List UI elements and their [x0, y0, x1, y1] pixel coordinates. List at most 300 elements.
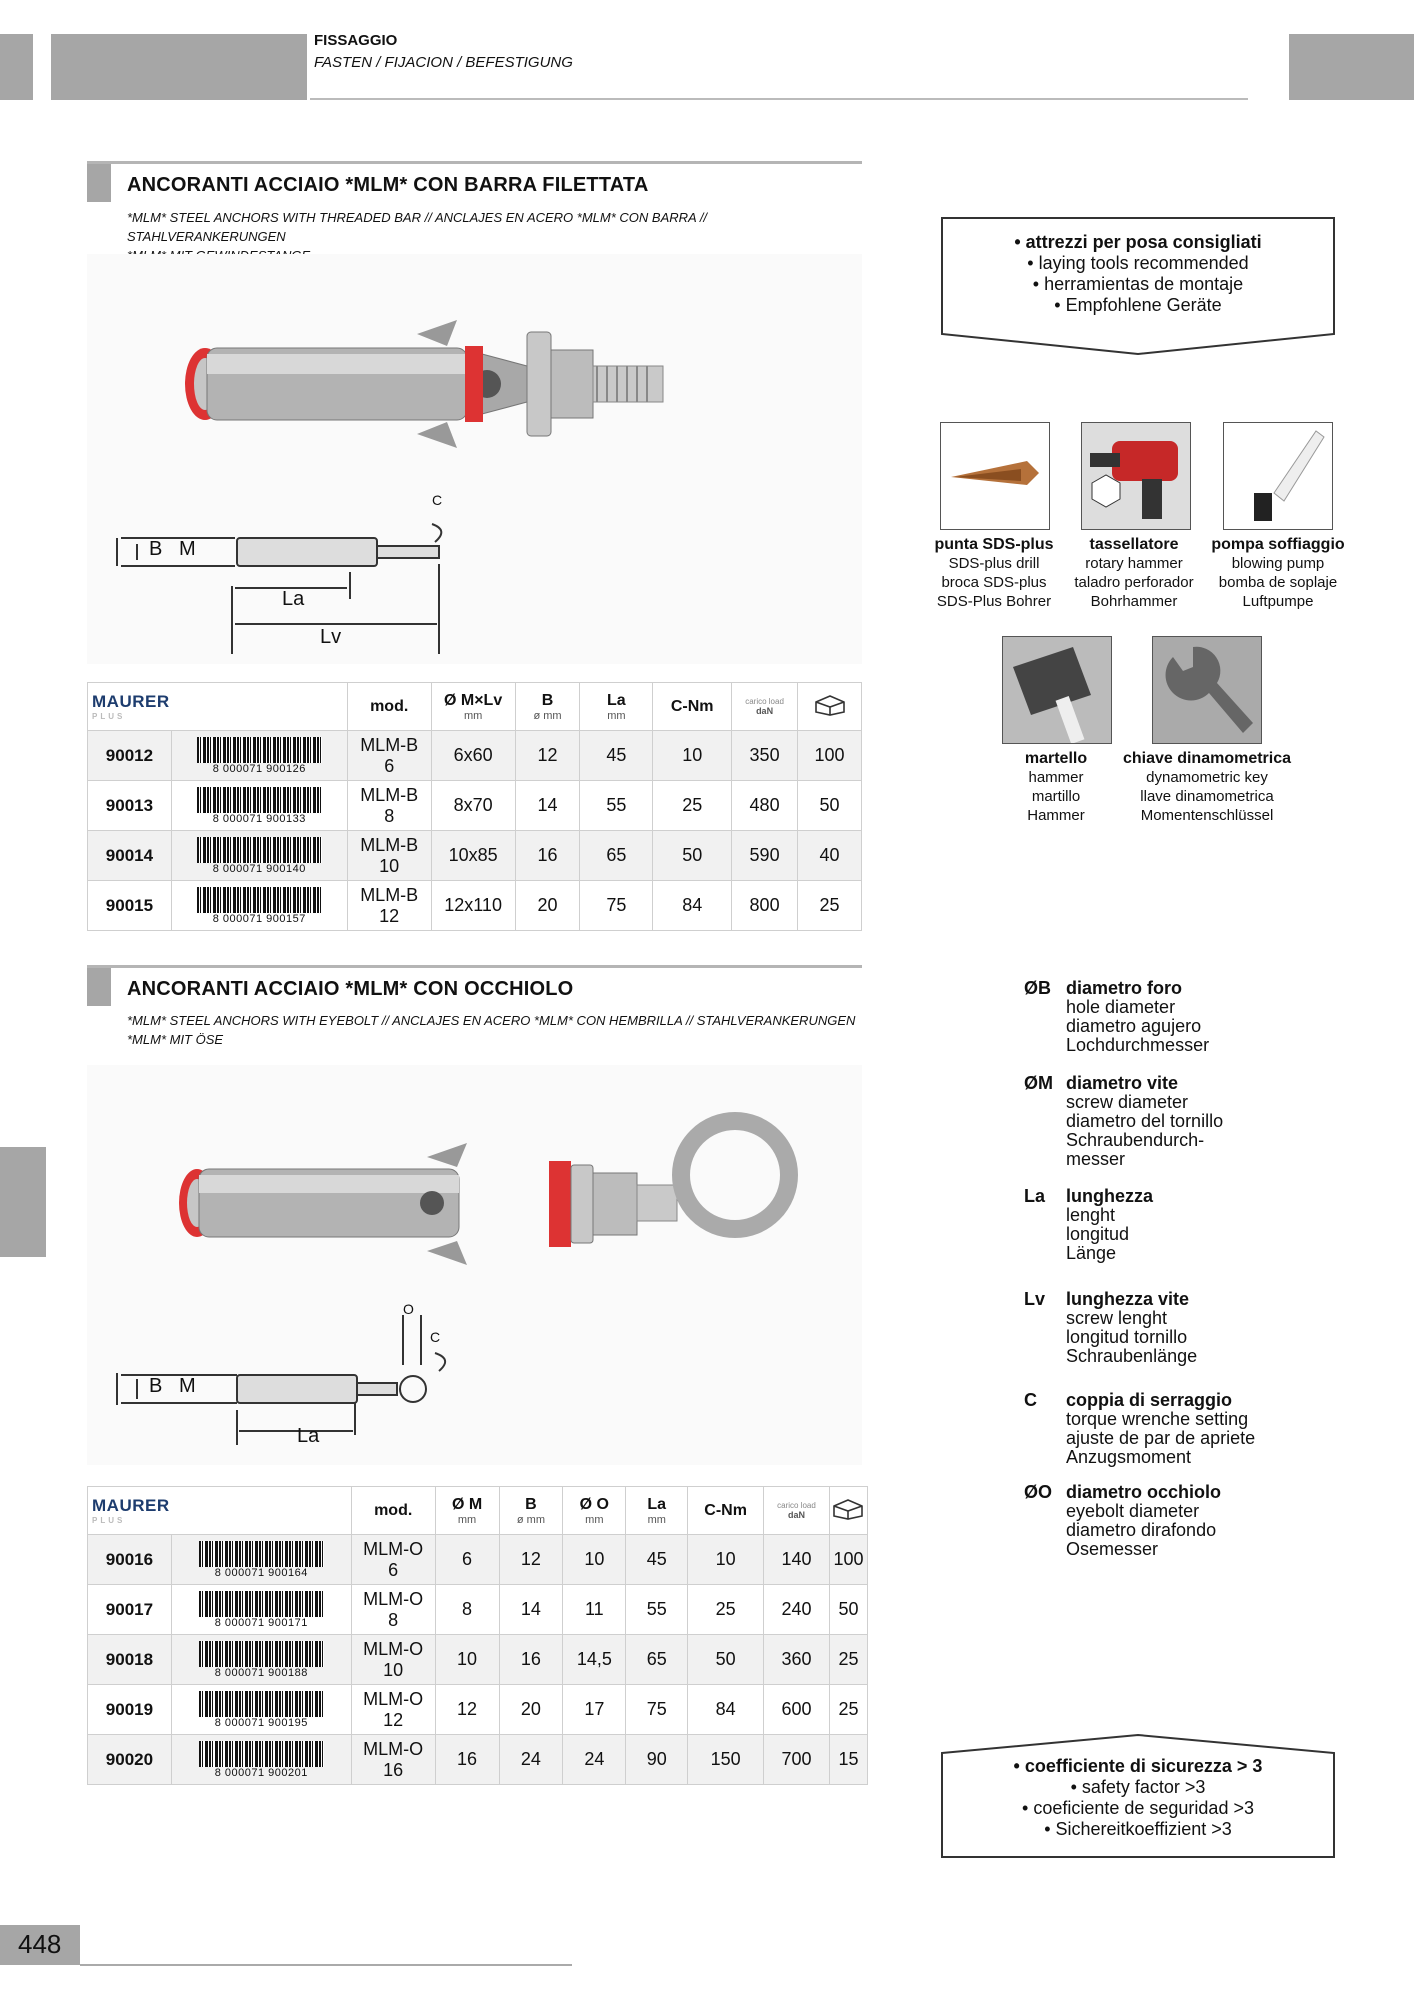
barcode-number: 8 000071 900140 [212, 862, 306, 875]
barcode-bars [199, 1741, 324, 1767]
legend-key-oo: ØO [1024, 1482, 1053, 1502]
diag2-la-label: La [297, 1425, 320, 1447]
legend-c-l3: Anzugsmoment [1066, 1447, 1192, 1467]
safety-box-title-text: • coefficiente di sicurezza > 3 [1013, 1756, 1263, 1776]
legend-oo-l1: eyebolt diameter [1066, 1501, 1200, 1521]
barcode [199, 1641, 324, 1679]
col2-o-unit: mm [585, 1513, 604, 1526]
model-name: MLM-O [363, 1638, 424, 1659]
diag1-lv-label: Lv [320, 626, 342, 648]
section1-subtitle-line1: *MLM* STEEL ANCHORS WITH THREADED BAR // ANCLAJES EN ACERO *MLM* CON BARRA // STAHLVERANKERUNGEN [127, 210, 708, 244]
eyebolt-diameter-cell: 11 [563, 1585, 626, 1635]
footer-rule [80, 1964, 572, 1966]
pack-qty-cell: 50 [829, 1585, 867, 1635]
tool-sds-l3: SDS-Plus Bohrer [936, 593, 1052, 610]
barcode-cell [171, 1735, 351, 1785]
barcode-number: 8 000071 900195 [214, 1716, 308, 1729]
table-row [88, 1585, 868, 1635]
section1-product-table [87, 682, 862, 931]
pack-qty-cell: 15 [829, 1735, 867, 1785]
product-code: 90020 [88, 1735, 172, 1785]
table-row [88, 1735, 868, 1785]
maurer-logo-text: MAURER [92, 692, 170, 711]
side-tab [0, 1147, 46, 1257]
legend-la-l3: Länge [1066, 1243, 1117, 1263]
barcode-cell [171, 831, 347, 881]
tool-hammer-l3: Hammer [1027, 807, 1085, 824]
torque-cell: 84 [688, 1685, 764, 1735]
eyebolt-diameter-cell: 14,5 [563, 1635, 626, 1685]
model-name: MLM-O [363, 1738, 424, 1759]
maurer-logo-2 [92, 1496, 351, 1525]
length-cell: 45 [580, 731, 653, 781]
torque-cell: 150 [688, 1735, 764, 1785]
model-name: MLM-B [360, 834, 419, 855]
table-row [88, 831, 862, 881]
hammer-image [1002, 636, 1112, 744]
tool-name-wrench: chiave dinamometrica [1122, 750, 1292, 767]
legend-val-c [1066, 1391, 1255, 1467]
screw-diameter-cell: 6 [435, 1535, 499, 1585]
legend-oo-l2: diametro dirafondo [1066, 1520, 1217, 1540]
safety-box [940, 1756, 1336, 1840]
legend-la-l2: longitud [1066, 1224, 1130, 1244]
tools-box-title-text: • attrezzi per posa consigliati [1014, 232, 1262, 252]
load-cell: 480 [732, 781, 798, 831]
section2-marker [87, 968, 111, 1006]
pack-qty-cell: 25 [829, 1635, 867, 1685]
model-size: 10 [379, 855, 400, 876]
hole-diameter-cell: 12 [515, 731, 580, 781]
torque-cell: 50 [653, 831, 732, 881]
barcode-bars [199, 1691, 324, 1717]
section2-subtitle [127, 1011, 867, 1049]
legend-om-l4: messer [1066, 1149, 1126, 1169]
pack-qty-cell: 25 [829, 1685, 867, 1735]
col2-b-label: B [525, 1495, 537, 1513]
barcode [197, 737, 322, 775]
sds-drill-image [940, 422, 1050, 530]
col2-m-unit: mm [457, 1513, 477, 1526]
diag1-la-label: La [282, 588, 305, 610]
legend-key-la: La [1024, 1186, 1046, 1206]
table-row [88, 781, 862, 831]
barcode-cell [171, 731, 347, 781]
legend-lv-l2: longitud tornillo [1066, 1327, 1188, 1347]
section1-marker [87, 164, 111, 202]
legend-ob [1024, 979, 1384, 1059]
barcode-cell [171, 781, 347, 831]
page-number: 448 [18, 1929, 62, 1959]
tool-wrench-l1: dynamometric key [1146, 769, 1268, 786]
maurer-logo [92, 692, 347, 721]
legend-c-l1: torque wrenche setting [1066, 1409, 1249, 1429]
section2-product-photo [87, 1065, 862, 1465]
col-load [732, 683, 798, 731]
diag2-m-label: M [179, 1375, 196, 1397]
tool-label-hammer [996, 749, 1116, 825]
tool-name-hammer: martello [1024, 750, 1088, 767]
legend-val-la [1066, 1187, 1153, 1263]
header-left-bar [51, 34, 307, 100]
section2-rule [87, 965, 862, 968]
blowing-pump-icon [1224, 423, 1332, 529]
length-cell: 65 [580, 831, 653, 881]
col2-load [764, 1487, 830, 1535]
diag2-o-label: O [403, 1301, 414, 1317]
model-size: 10 [383, 1659, 404, 1680]
dimension-cell: 8x70 [431, 781, 515, 831]
product-code: 90013 [88, 781, 172, 831]
col2-m-label: Ø M [451, 1495, 483, 1513]
torque-cell: 25 [653, 781, 732, 831]
model-name: MLM-O [363, 1688, 424, 1709]
barcode [197, 837, 322, 875]
header-left-tab [0, 34, 33, 100]
legend-val-ob [1066, 979, 1209, 1055]
pack-qty-cell: 100 [798, 731, 862, 781]
tool-rotary-l2: taladro perforador [1074, 574, 1194, 591]
col2-load-label: carico load [777, 1501, 816, 1510]
model-size: 12 [383, 1709, 404, 1730]
legend-la-l1: lenght [1066, 1205, 1116, 1225]
barcode-bars [199, 1641, 324, 1667]
barcode [199, 1741, 324, 1779]
section1-rule [87, 161, 862, 164]
tool-pump-l1: blowing pump [1231, 555, 1325, 572]
pack-qty-cell: 100 [829, 1535, 867, 1585]
legend-om-l2: diametro del tornillo [1066, 1111, 1224, 1131]
tool-pump-l3: Luftpumpe [1242, 593, 1314, 610]
model-name: MLM-B [360, 784, 419, 805]
barcode-number: 8 000071 900157 [212, 912, 306, 925]
product-code: 90016 [88, 1535, 172, 1585]
header-subtitle: FASTEN / FIJACION / BEFESTIGUNG [314, 54, 573, 71]
length-cell: 65 [626, 1635, 688, 1685]
barcode-bars [199, 1541, 324, 1567]
model-cell [351, 1535, 435, 1585]
section2-title: ANCORANTI ACCIAIO *MLM* CON OCCHIOLO [127, 978, 574, 1000]
model-name: MLM-O [363, 1588, 424, 1609]
product-code: 90012 [88, 731, 172, 781]
tool-sds-l1: SDS-plus drill [948, 555, 1040, 572]
legend-ob-l1: hole diameter [1066, 997, 1176, 1017]
col-mod: mod. [347, 683, 431, 731]
box-icon [813, 692, 847, 716]
legend-ob-l2: diametro agujero [1066, 1016, 1202, 1036]
barcode-number: 8 000071 900171 [214, 1616, 308, 1629]
table-row [88, 881, 862, 931]
anchor-eyebolt-illustration [87, 1065, 862, 1465]
legend-key-ob: ØB [1024, 978, 1051, 998]
section2-subtitle-line1: *MLM* STEEL ANCHORS WITH EYEBOLT // ANCLAJES EN ACERO *MLM* CON HEMBRILLA // STAHLVERANKERUNGEN [127, 1013, 856, 1028]
legend-val-oo [1066, 1483, 1221, 1559]
col2-b-unit: ø mm [516, 1513, 545, 1526]
barcode-number: 8 000071 900164 [214, 1566, 308, 1579]
length-cell: 75 [580, 881, 653, 931]
diag1-m-label: M [179, 538, 196, 560]
barcode [199, 1691, 324, 1729]
col-b-label: B [541, 691, 554, 709]
diag1-c-label: C [432, 492, 443, 508]
tool-wrench-l2: llave dinamometrica [1140, 788, 1274, 805]
load-cell: 240 [764, 1585, 830, 1635]
barcode-cell [171, 1685, 351, 1735]
legend-title-oo: diametro occhiolo [1066, 1482, 1222, 1502]
model-cell [351, 1685, 435, 1735]
legend-oo-l3: Osemesser [1066, 1539, 1159, 1559]
barcode-cell [171, 881, 347, 931]
col-b-unit: ø mm [533, 709, 562, 722]
tools-box-l3: • Empfohlene Geräte [1054, 295, 1222, 315]
barcode-number: 8 000071 900133 [212, 812, 306, 825]
legend-title-om: diametro vite [1066, 1073, 1179, 1093]
hole-diameter-cell: 20 [499, 1685, 563, 1735]
col-dim [431, 683, 515, 731]
col-la-label: La [607, 691, 626, 709]
col-dim-label: Ø M×Lv [443, 691, 503, 709]
dimension-cell: 12x110 [431, 881, 515, 931]
legend-title-la: lunghezza [1066, 1186, 1154, 1206]
hole-diameter-cell: 20 [515, 881, 580, 931]
col2-load-unit: daN [787, 1510, 805, 1520]
hammer-icon [1003, 637, 1111, 743]
legend-title-lv: lunghezza vite [1066, 1289, 1190, 1309]
barcode [197, 787, 322, 825]
legend-title-ob: diametro foro [1066, 978, 1183, 998]
legend-c-l2: ajuste de par de apriete [1066, 1428, 1256, 1448]
tool-name-pump: pompa soffiaggio [1211, 536, 1345, 553]
product-code: 90018 [88, 1635, 172, 1685]
barcode-number: 8 000071 900188 [214, 1666, 308, 1679]
legend-lv-l3: Schraubenlänge [1066, 1346, 1198, 1366]
model-cell [351, 1585, 435, 1635]
legend-lv [1024, 1290, 1384, 1370]
legend-lv-l1: screw lenght [1066, 1308, 1168, 1328]
rotary-hammer-icon [1082, 423, 1190, 529]
barcode-bars [197, 837, 322, 863]
torque-cell: 25 [688, 1585, 764, 1635]
barcode [197, 887, 322, 925]
screw-diameter-cell: 8 [435, 1585, 499, 1635]
legend-c [1024, 1391, 1384, 1471]
length-cell: 90 [626, 1735, 688, 1785]
legend-key-c: C [1024, 1390, 1037, 1410]
load-cell: 140 [764, 1535, 830, 1585]
barcode-bars [197, 887, 322, 913]
legend-oo [1024, 1483, 1384, 1563]
barcode-bars [197, 737, 322, 763]
section1-product-photo [87, 254, 862, 664]
section2-product-table [87, 1486, 868, 1785]
col2-la-unit: mm [647, 1513, 666, 1526]
tool-rotary-l3: Bohrhammer [1090, 593, 1178, 610]
model-cell [351, 1735, 435, 1785]
col-dim-unit: mm [463, 709, 483, 722]
col2-pack [829, 1487, 867, 1535]
torque-cell: 84 [653, 881, 732, 931]
legend-la [1024, 1187, 1384, 1267]
legend-ob-l3: Lochdurchmesser [1066, 1035, 1210, 1055]
tools-box-title [940, 232, 1336, 253]
model-size: 8 [384, 805, 395, 826]
hole-diameter-cell: 16 [515, 831, 580, 881]
model-size: 8 [388, 1609, 399, 1630]
hole-diameter-cell: 16 [499, 1635, 563, 1685]
legend-val-lv [1066, 1290, 1197, 1366]
barcode-bars [197, 787, 322, 813]
col-b [515, 683, 580, 731]
tools-box [940, 232, 1336, 316]
maurer-logo-text-2: MAURER [92, 1496, 170, 1515]
header-right-bar [1289, 34, 1414, 100]
model-cell [347, 881, 431, 931]
legend-key-om: ØM [1024, 1073, 1053, 1093]
safety-box-l3: • Sichereitkoeffizient >3 [1044, 1819, 1232, 1839]
anchor-threaded-bar-illustration [87, 254, 862, 664]
model-size: 6 [384, 755, 395, 776]
tool-label-sds [924, 535, 1064, 611]
tool-rotary-l1: rotary hammer [1085, 555, 1183, 572]
barcode-number: 8 000071 900126 [212, 762, 306, 775]
hole-diameter-cell: 14 [515, 781, 580, 831]
safety-box-l1: • safety factor >3 [1070, 1777, 1206, 1797]
load-cell: 360 [764, 1635, 830, 1685]
tool-name-sds: punta SDS-plus [934, 536, 1054, 553]
barcode-cell [171, 1635, 351, 1685]
model-cell [347, 831, 431, 881]
model-name: MLM-O [363, 1538, 424, 1559]
screw-diameter-cell: 16 [435, 1735, 499, 1785]
legend-key-lv: Lv [1024, 1289, 1046, 1309]
legend-om-l3: Schraubendurch- [1066, 1130, 1205, 1150]
barcode-cell [171, 1585, 351, 1635]
product-code: 90019 [88, 1685, 172, 1735]
legend-om-l1: screw diameter [1066, 1092, 1189, 1112]
tool-pump-l2: bomba de soplaje [1218, 574, 1338, 591]
diag2-b-label: B [149, 1375, 163, 1397]
drill-bit-icon [941, 423, 1049, 529]
col2-o [563, 1487, 626, 1535]
col-pack [798, 683, 862, 731]
product-code: 90015 [88, 881, 172, 931]
pack-qty-cell: 40 [798, 831, 862, 881]
tool-sds-l2: broca SDS-plus [941, 574, 1047, 591]
table-row [88, 731, 862, 781]
col2-mod: mod. [351, 1487, 435, 1535]
maurer-logo-sub-2: PLUS [92, 1516, 126, 1525]
hole-diameter-cell: 14 [499, 1585, 563, 1635]
hole-diameter-cell: 12 [499, 1535, 563, 1585]
col-load-label: carico load [745, 697, 784, 706]
length-cell: 75 [626, 1685, 688, 1735]
table-row [88, 1685, 868, 1735]
barcode-number: 8 000071 900201 [214, 1766, 308, 1779]
model-size: 16 [383, 1759, 404, 1780]
wrench-icon [1153, 637, 1261, 743]
col2-o-label: Ø O [579, 1495, 609, 1513]
col-la [580, 683, 653, 731]
safety-box-l2: • coeficiente de seguridad >3 [1022, 1798, 1254, 1818]
diag1-b-label: B [149, 538, 163, 560]
model-cell [347, 781, 431, 831]
length-cell: 55 [626, 1585, 688, 1635]
load-cell: 590 [732, 831, 798, 881]
tools-box-l2: • herramientas de montaje [1032, 274, 1244, 294]
length-cell: 55 [580, 781, 653, 831]
eyebolt-diameter-cell: 24 [563, 1735, 626, 1785]
legend-val-om [1066, 1074, 1223, 1169]
model-cell [347, 731, 431, 781]
load-cell: 350 [732, 731, 798, 781]
pack-qty-cell: 50 [798, 781, 862, 831]
tools-box-l1: • laying tools recommended [1027, 253, 1249, 273]
product-code: 90014 [88, 831, 172, 881]
col2-la-label: La [647, 1495, 667, 1513]
section2-subtitle-line2: *MLM* MIT ÖSE [127, 1032, 224, 1047]
eyebolt-diameter-cell: 17 [563, 1685, 626, 1735]
table-row [88, 1535, 868, 1585]
pack-qty-cell: 25 [798, 881, 862, 931]
dimension-cell: 6x60 [431, 731, 515, 781]
torque-cell: 10 [653, 731, 732, 781]
tool-wrench-l3: Momentenschlüssel [1140, 807, 1274, 824]
col2-m [435, 1487, 499, 1535]
tool-label-hammer-drill [1064, 535, 1204, 611]
box-icon-2 [831, 1496, 865, 1520]
load-cell: 700 [764, 1735, 830, 1785]
legend-title-c: coppia di serraggio [1066, 1390, 1233, 1410]
col-cnm: C-Nm [653, 683, 732, 731]
barcode-bars [199, 1591, 324, 1617]
torque-wrench-image [1152, 636, 1262, 744]
header-rule [310, 98, 1248, 100]
torque-cell: 50 [688, 1635, 764, 1685]
col-load-unit: daN [756, 706, 774, 716]
model-size: 12 [379, 905, 400, 926]
barcode [199, 1541, 324, 1579]
dimension-cell: 10x85 [431, 831, 515, 881]
barcode-cell [171, 1535, 351, 1585]
header-category: FISSAGGIO [314, 32, 398, 49]
screw-diameter-cell: 10 [435, 1635, 499, 1685]
col2-cnm: C-Nm [688, 1487, 764, 1535]
maurer-logo-sub: PLUS [92, 712, 126, 721]
section1-title: ANCORANTI ACCIAIO *MLM* CON BARRA FILETTATA [127, 174, 649, 196]
tool-hammer-l1: hammer [1028, 769, 1084, 786]
model-name: MLM-B [360, 884, 419, 905]
torque-cell: 10 [688, 1535, 764, 1585]
hole-diameter-cell: 24 [499, 1735, 563, 1785]
safety-box-title [940, 1756, 1336, 1777]
tool-hammer-l2: martillo [1031, 788, 1081, 805]
diag2-c-label: C [430, 1329, 441, 1345]
tool-name-rotary: tassellatore [1089, 536, 1179, 553]
col2-b [499, 1487, 563, 1535]
model-cell [351, 1635, 435, 1685]
product-code: 90017 [88, 1585, 172, 1635]
model-size: 6 [388, 1559, 399, 1580]
eyebolt-diameter-cell: 10 [563, 1535, 626, 1585]
length-cell: 45 [626, 1535, 688, 1585]
rotary-hammer-image [1081, 422, 1191, 530]
tool-label-wrench [1110, 749, 1304, 825]
tool-label-pump [1203, 535, 1353, 611]
load-cell: 800 [732, 881, 798, 931]
blowing-pump-image [1223, 422, 1333, 530]
legend-om [1024, 1074, 1384, 1174]
screw-diameter-cell: 12 [435, 1685, 499, 1735]
